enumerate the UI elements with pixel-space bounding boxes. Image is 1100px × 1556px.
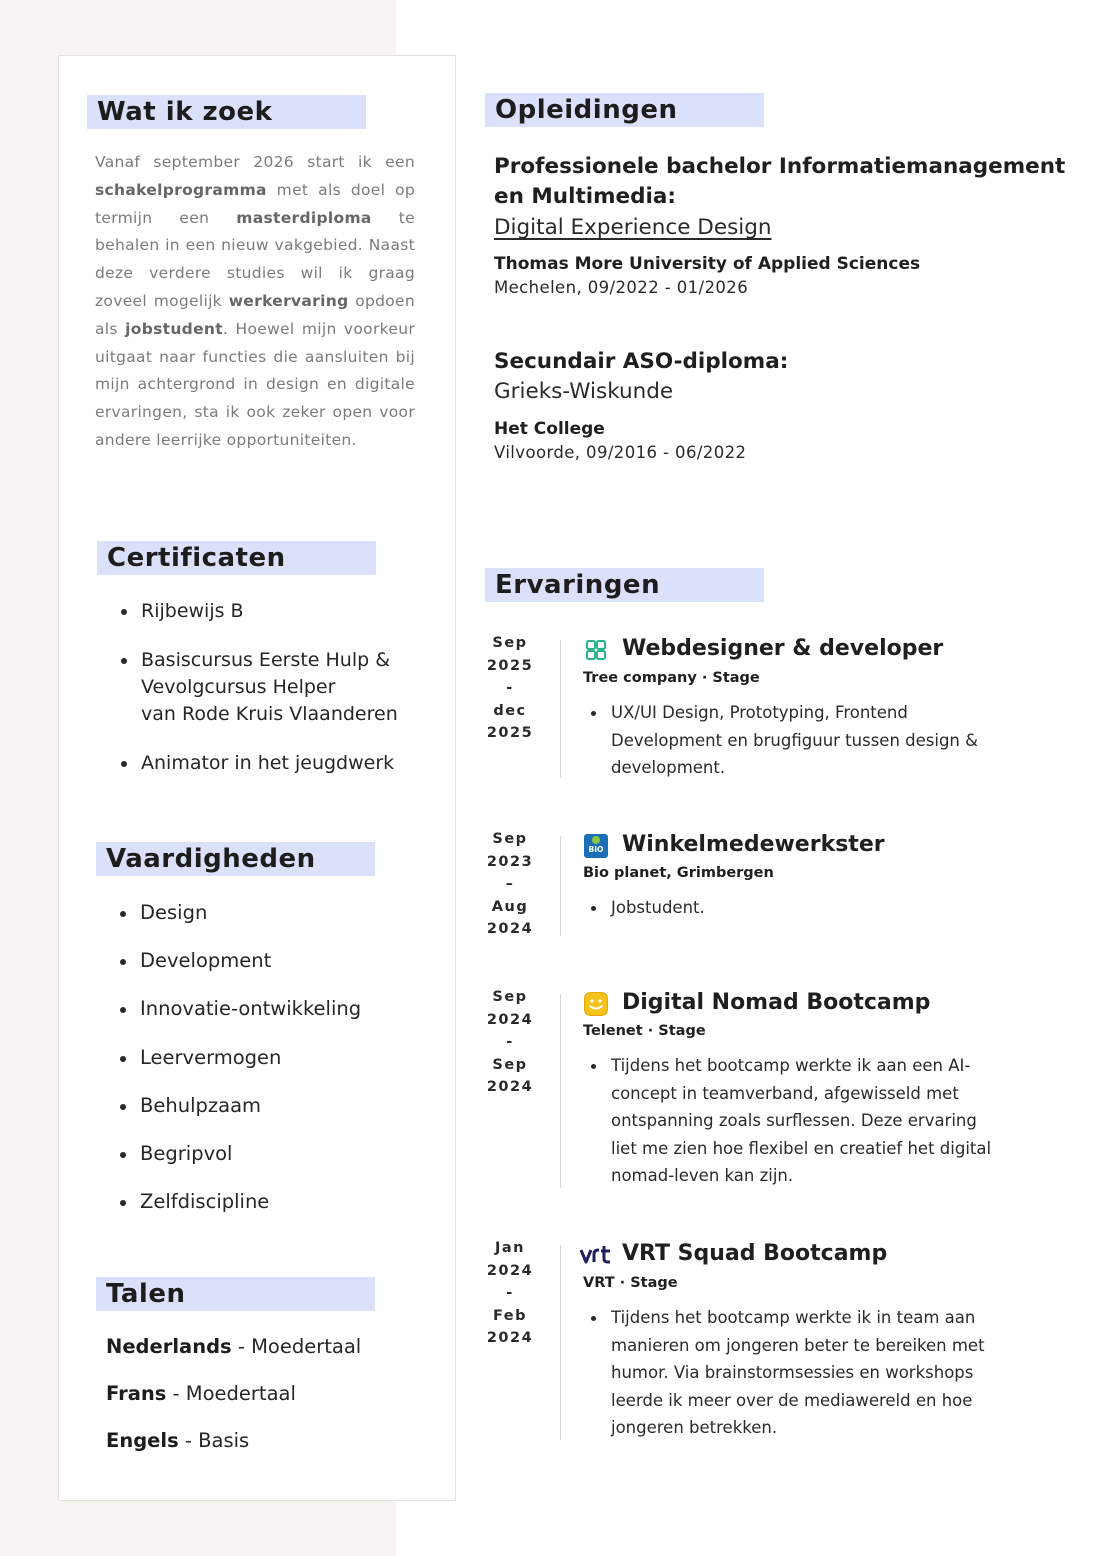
- experience-bullets: [583, 894, 1003, 922]
- heading-vaardigheden: Vaardigheden: [96, 842, 375, 876]
- skill-item: Innovatie-ontwikkeling: [110, 994, 410, 1042]
- education-school: Het College: [494, 419, 605, 439]
- experience-company: Telenet · Stage: [583, 1023, 706, 1039]
- skill-item: Behulpzaam: [110, 1091, 410, 1139]
- bio-planet-icon: [583, 833, 609, 859]
- skill-item: Development: [110, 946, 410, 994]
- experience-date: Sep 2023 – Aug 2024: [486, 831, 534, 937]
- certificate-item: Rijbewijs B: [111, 598, 431, 625]
- experience-bullets: [583, 1304, 1003, 1442]
- certificate-item: Animator in het jeugdwerk: [111, 750, 431, 777]
- education-school: Thomas More University of Applied Sciences: [494, 254, 921, 274]
- experience-bullet: Tijdens het bootcamp werkte ik aan een AI-concept in teamverband, afgewisseld met ontspanning zoals surflessen. Deze ervaring liet me zien hoe flexibel en creatief het digital nomad-leven kan zijn.: [583, 1052, 1003, 1190]
- language-item: Frans - Moedertaal: [106, 1382, 296, 1405]
- experience-company: Tree company · Stage: [583, 670, 760, 686]
- tree-company-icon: [583, 637, 609, 663]
- experience-title: Winkelmedewerkster: [622, 832, 885, 857]
- timeline-divider: [560, 994, 561, 1188]
- timeline-divider: [560, 640, 561, 778]
- experience-bullets: [583, 1052, 1003, 1190]
- heading-certificaten: Certificaten: [97, 541, 376, 575]
- education-place-dates: Mechelen, 09/2022 - 01/2026: [494, 278, 749, 297]
- heading-ervaringen: Ervaringen: [485, 568, 764, 602]
- skill-item: Zelfdiscipline: [110, 1187, 410, 1235]
- experience-date: Sep 2024 - Sep 2024: [486, 989, 534, 1095]
- experience-date: Jan 2024 - Feb 2024: [486, 1240, 534, 1346]
- telenet-icon: [583, 991, 609, 1017]
- language-item: Nederlands - Moedertaal: [106, 1335, 362, 1358]
- certificate-item: Basiscursus Eerste Hulp & Vevolgcursus Helper van Rode Kruis Vlaanderen: [111, 647, 431, 728]
- vaardigheden-list: [110, 898, 410, 1235]
- experience-title: Webdesigner & developer: [622, 636, 944, 661]
- heading-wat-ik-zoek: Wat ik zoek: [87, 95, 366, 129]
- certificaten-list: [111, 598, 431, 777]
- skill-item: Leervermogen: [110, 1043, 410, 1091]
- language-item: Engels - Basis: [106, 1429, 250, 1452]
- experience-bullet: UX/UI Design, Prototyping, Frontend Development en brugfiguur tussen design & development.: [583, 699, 1003, 782]
- experience-title: VRT Squad Bootcamp: [622, 1241, 888, 1266]
- experience-bullet: Tijdens het bootcamp werkte ik in team aan manieren om jongeren beter te bereiken met humor. Via brainstormsessies en workshops leerde ik meer over de mediawereld en hoe jongeren betrekken.: [583, 1304, 1003, 1442]
- heading-talen: Talen: [96, 1277, 375, 1311]
- heading-opleidingen: Opleidingen: [485, 93, 764, 127]
- svg-text:BIO: BIO: [588, 845, 604, 854]
- vrt-icon: [579, 1243, 613, 1269]
- zoek-paragraph: Vanaf september 2026 start ik een schakelprogramma met als doel op termijn een masterdiploma te behalen in een nieuw vakgebied. Naast deze verdere studies wil ik graag zoveel mogelijk werkervaring opdoen als jobstudent. Hoewel mijn voorkeur uitgaat naar functies die aansluiten bij mijn achtergrond in design en digitale ervaringen, sta ik ook zeker open voor andere leerrijke opportuniteiten.: [95, 153, 415, 449]
- experience-date: Sep 2025 - dec 2025: [486, 635, 534, 741]
- experience-bullet: Jobstudent.: [583, 894, 1003, 922]
- education-title: Professionele bachelor Informatiemanagement en Multimedia:: [494, 154, 1066, 209]
- experience-bullets: [583, 699, 1003, 782]
- education-place-dates: Vilvoorde, 09/2016 - 06/2022: [494, 443, 747, 462]
- skill-item: Design: [110, 898, 410, 946]
- timeline-divider: [560, 836, 561, 936]
- experience-title: Digital Nomad Bootcamp: [622, 990, 931, 1015]
- timeline-divider: [560, 1245, 561, 1440]
- education-specialisation: Digital Experience Design: [494, 215, 772, 240]
- experience-company: VRT · Stage: [583, 1275, 678, 1291]
- education-specialisation: Grieks-Wiskunde: [494, 379, 674, 404]
- education-title: Secundair ASO-diploma:: [494, 349, 789, 374]
- skill-item: Begripvol: [110, 1139, 410, 1187]
- experience-company: Bio planet, Grimbergen: [583, 865, 774, 881]
